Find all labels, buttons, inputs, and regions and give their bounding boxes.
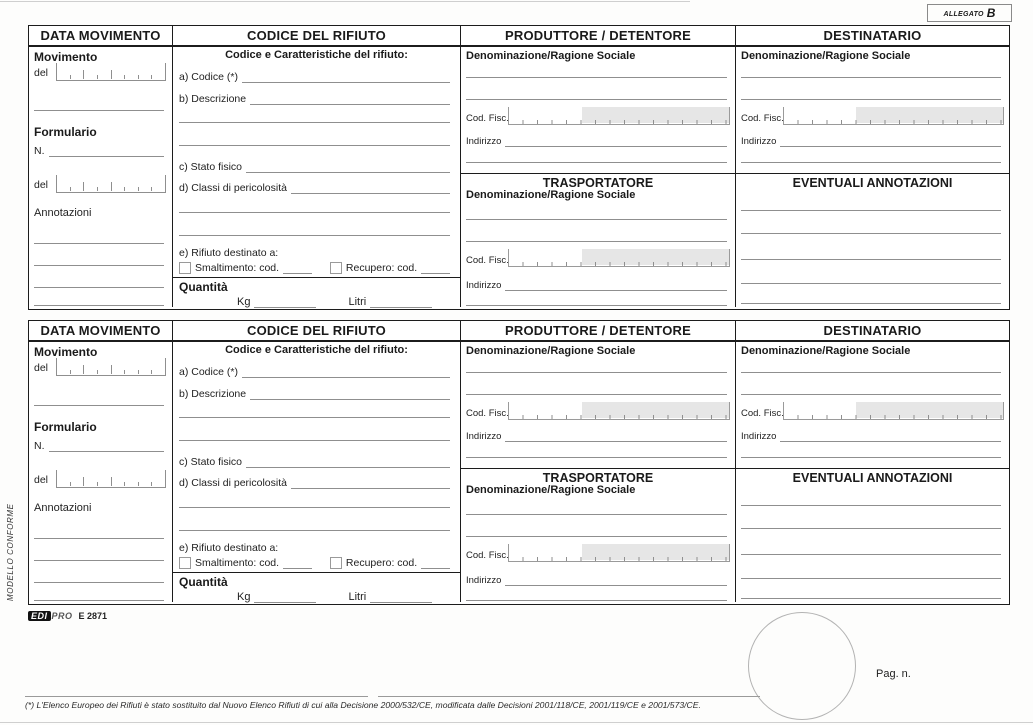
modello-conforme-label: MODELLO CONFORME [6, 503, 15, 601]
formulario-number-row [34, 438, 164, 452]
codice-subtitle: Codice e Caratteristiche del rifiuto: [225, 344, 408, 356]
trasportatore-indirizzo-label: Indirizzo [466, 280, 502, 291]
fill-line[interactable] [246, 159, 450, 173]
formulario-label: Formulario [34, 420, 97, 434]
allegato-letter: B [986, 6, 996, 20]
codice-d-label: d) Classi di pericolosità [179, 477, 287, 489]
movimento-label: Movimento [34, 50, 98, 64]
codice-e-label: e) Rifiuto destinato a: [179, 247, 279, 259]
footnote-overline-left [25, 696, 368, 697]
litri-label: Litri [348, 296, 367, 308]
header-data-movimento: DATA MOVIMENTO [29, 26, 173, 45]
record-body [29, 342, 1009, 602]
fill-line[interactable] [741, 372, 1001, 373]
produttore-codfisc-row [466, 107, 730, 125]
trasportatore-codfisc-box[interactable] [508, 544, 730, 562]
fill-line[interactable] [49, 438, 165, 452]
fill-line[interactable] [250, 386, 450, 400]
scan-edge-bottom [0, 722, 1033, 723]
col-produttore-trasportatore [461, 47, 736, 307]
produttore-codfisc-box[interactable] [508, 402, 730, 420]
codice-a-label: a) Codice (*) [179, 71, 238, 83]
record-blocks [28, 25, 1010, 615]
column-headers [29, 26, 1009, 47]
trasportatore-codfisc-label: Cod. Fisc. [466, 550, 509, 561]
quantita-label: Quantità [179, 280, 228, 294]
produttore-denominazione-label: Denominazione/Ragione Sociale [466, 345, 636, 357]
fill-line[interactable] [741, 528, 1001, 529]
codice-b-label: b) Descrizione [179, 93, 247, 105]
classi-pericolosita-row [179, 180, 450, 194]
produttore-indirizzo-label: Indirizzo [466, 136, 502, 147]
formulario-number-row [34, 143, 164, 157]
codfisc-ticks [509, 120, 729, 124]
smaltimento-checkbox[interactable] [179, 557, 191, 569]
fill-line[interactable] [741, 554, 1001, 555]
fill-line[interactable] [466, 600, 727, 601]
codice-d-label: d) Classi di pericolosità [179, 182, 287, 194]
fill-line[interactable] [179, 440, 450, 441]
formulario-date-box[interactable] [56, 175, 166, 193]
trasportatore-denominazione-label: Denominazione/Ragione Sociale [466, 484, 636, 496]
fill-line[interactable] [741, 210, 1001, 211]
fill-line[interactable] [179, 507, 450, 508]
formulario-label: Formulario [34, 125, 97, 139]
fill-line[interactable] [250, 91, 450, 105]
produttore-indirizzo-row [466, 133, 727, 147]
recupero-checkbox[interactable] [330, 557, 342, 569]
quantita-separator [173, 572, 460, 573]
fill-line[interactable] [49, 143, 165, 157]
eventuali-annotazioni-header: EVENTUALI ANNOTAZIONI [792, 176, 953, 190]
destinatario-indirizzo-label: Indirizzo [741, 431, 777, 442]
codice-e-label: e) Rifiuto destinato a: [179, 542, 279, 554]
trasportatore-codfisc-row [466, 544, 730, 562]
fill-line[interactable] [254, 294, 316, 308]
fill-line[interactable] [466, 372, 727, 373]
fill-line[interactable] [741, 162, 1001, 163]
destinatario-codfisc-row [741, 107, 1004, 125]
fill-line[interactable] [466, 457, 727, 458]
movimento-date-row [34, 358, 166, 376]
trasportatore-denominazione-label: Denominazione/Ragione Sociale [466, 189, 636, 201]
quantita-separator [173, 277, 460, 278]
destinatario-denominazione-label: Denominazione/Ragione Sociale [741, 345, 911, 357]
fill-line[interactable] [34, 110, 164, 111]
movimento-label: Movimento [34, 345, 98, 359]
fill-line[interactable] [34, 405, 164, 406]
scan-edge-top [0, 1, 690, 2]
trasportatore-codfisc-row [466, 249, 730, 267]
fill-line[interactable] [179, 145, 450, 146]
smaltimento-label: Smaltimento: cod. [195, 557, 280, 569]
fill-line[interactable] [741, 99, 1001, 100]
fill-line[interactable] [466, 536, 727, 537]
fill-line[interactable] [179, 417, 450, 418]
fill-line[interactable] [466, 162, 727, 163]
header-destinatario: DESTINATARIO [823, 323, 922, 338]
recupero-label: Recupero: cod. [345, 557, 418, 569]
fill-line[interactable] [370, 294, 432, 308]
quantita-label: Quantità [179, 575, 228, 589]
fill-line[interactable] [741, 505, 1001, 506]
del-label: del [34, 474, 49, 486]
formulario-date-row [34, 470, 166, 488]
trasportatore-codfisc-box[interactable] [508, 249, 730, 267]
col-data-movimento [29, 47, 173, 307]
trasportatore-header: TRASPORTATORE [542, 471, 654, 485]
quantita-values-row [237, 293, 436, 308]
fill-line[interactable] [466, 394, 727, 395]
fill-line[interactable] [34, 582, 164, 583]
produttore-indirizzo-row [466, 428, 727, 442]
del-label: del [34, 362, 49, 374]
fill-line[interactable] [34, 305, 164, 306]
footnote-overline-right [378, 696, 760, 697]
movement-record-block [28, 320, 1010, 605]
stato-fisico-row [179, 454, 450, 468]
fill-line[interactable] [421, 260, 450, 274]
fill-line[interactable] [741, 457, 1001, 458]
publisher-brand-black: EDI [28, 611, 51, 621]
produttore-codfisc-label: Cod. Fisc. [466, 113, 509, 124]
annotazioni-separator [736, 173, 1009, 174]
eventuali-annotazioni-header: EVENTUALI ANNOTAZIONI [792, 471, 953, 485]
trasportatore-header: TRASPORTATORE [542, 176, 654, 190]
record-body [29, 47, 1009, 307]
n-label: N. [34, 440, 45, 452]
stato-fisico-row [179, 159, 450, 173]
fill-line[interactable] [421, 555, 450, 569]
fill-line[interactable] [34, 287, 164, 288]
destinatario-codfisc-label: Cod. Fisc. [741, 113, 784, 124]
codfisc-ticks [509, 415, 729, 419]
fill-line[interactable] [179, 530, 450, 531]
codfisc-ticks [509, 262, 729, 266]
fill-line[interactable] [505, 277, 727, 291]
fill-line[interactable] [741, 598, 1001, 599]
fill-line[interactable] [34, 538, 164, 539]
fill-line[interactable] [179, 122, 450, 123]
fill-line[interactable] [505, 572, 727, 586]
litri-label: Litri [348, 591, 367, 603]
fill-line[interactable] [741, 283, 1001, 284]
trasportatore-indirizzo-row [466, 277, 727, 291]
column-headers [29, 321, 1009, 342]
codice-subtitle: Codice e Caratteristiche del rifiuto: [225, 49, 408, 61]
destinatario-codfisc-row [741, 402, 1004, 420]
codfisc-ticks [784, 415, 1003, 419]
fill-line[interactable] [741, 77, 1001, 78]
destinatario-indirizzo-row [741, 428, 1001, 442]
trasportatore-indirizzo-label: Indirizzo [466, 575, 502, 586]
fill-line[interactable] [370, 589, 432, 603]
destinatario-denominazione-label: Denominazione/Ragione Sociale [741, 50, 911, 62]
produttore-denominazione-label: Denominazione/Ragione Sociale [466, 50, 636, 62]
produttore-indirizzo-label: Indirizzo [466, 431, 502, 442]
codice-row [179, 69, 450, 83]
publisher-brand-italic: PRO [51, 611, 73, 621]
formulario-date-box[interactable] [56, 470, 166, 488]
produttore-codfisc-box[interactable] [508, 107, 730, 125]
codice-b-label: b) Descrizione [179, 388, 247, 400]
fill-line[interactable] [466, 305, 727, 306]
col-destinatario-annotazioni [736, 342, 1009, 602]
annotazioni-label: Annotazioni [34, 207, 92, 219]
codice-row [179, 364, 450, 378]
descrizione-row [179, 386, 450, 400]
smaltimento-checkbox[interactable] [179, 262, 191, 274]
col-destinatario-annotazioni [736, 47, 1009, 307]
destinazione-row [179, 260, 450, 274]
movimento-date-box[interactable] [56, 63, 166, 81]
movimento-date-box[interactable] [56, 358, 166, 376]
fill-line[interactable] [780, 133, 1001, 147]
fill-line[interactable] [254, 589, 316, 603]
trasportatore-indirizzo-row [466, 572, 727, 586]
codfisc-ticks [784, 120, 1003, 124]
fill-line[interactable] [466, 99, 727, 100]
kg-label: Kg [237, 296, 251, 308]
movimento-date-row [34, 63, 166, 81]
header-codice-rifiuto: CODICE DEL RIFIUTO [173, 26, 461, 45]
fill-line[interactable] [741, 303, 1001, 304]
fill-line[interactable] [741, 233, 1001, 234]
destinatario-codfisc-label: Cod. Fisc. [741, 408, 784, 419]
destinatario-indirizzo-label: Indirizzo [741, 136, 777, 147]
codice-a-label: a) Codice (*) [179, 366, 238, 378]
publisher-logo [28, 611, 107, 621]
header-produttore: PRODUTTORE / DETENTORE [461, 26, 736, 45]
smaltimento-label: Smaltimento: cod. [195, 262, 280, 274]
codice-c-label: c) Stato fisico [179, 456, 243, 468]
destinatario-indirizzo-row [741, 133, 1001, 147]
col-codice-rifiuto [173, 47, 461, 307]
header-codice-rifiuto: CODICE DEL RIFIUTO [173, 321, 461, 340]
codice-c-label: c) Stato fisico [179, 161, 243, 173]
fill-line[interactable] [780, 428, 1001, 442]
fill-line[interactable] [283, 555, 312, 569]
col-codice-rifiuto [173, 342, 461, 602]
col-produttore-trasportatore [461, 342, 736, 602]
header-destinatario: DESTINATARIO [823, 28, 922, 43]
fill-line[interactable] [505, 428, 727, 442]
col-data-movimento [29, 342, 173, 602]
fill-line[interactable] [242, 69, 450, 83]
destinazione-row [179, 555, 450, 569]
trasportatore-codfisc-label: Cod. Fisc. [466, 255, 509, 266]
annotazioni-separator [736, 468, 1009, 469]
trasportatore-separator [461, 468, 735, 469]
annotazioni-label: Annotazioni [34, 502, 92, 514]
descrizione-row [179, 91, 450, 105]
fill-line[interactable] [741, 394, 1001, 395]
fill-line[interactable] [291, 180, 450, 194]
codfisc-ticks [509, 557, 729, 561]
produttore-codfisc-label: Cod. Fisc. [466, 408, 509, 419]
fill-line[interactable] [34, 560, 164, 561]
fill-line[interactable] [741, 259, 1001, 260]
formulario-date-row [34, 175, 166, 193]
fill-line[interactable] [179, 235, 450, 236]
allegato-badge [927, 4, 1012, 22]
fill-line[interactable] [466, 241, 727, 242]
classi-pericolosita-row [179, 475, 450, 489]
del-label: del [34, 67, 49, 79]
fill-line[interactable] [179, 212, 450, 213]
fill-line[interactable] [505, 133, 727, 147]
fill-line[interactable] [246, 454, 450, 468]
fill-line[interactable] [34, 600, 164, 601]
fill-line[interactable] [242, 364, 450, 378]
fill-line[interactable] [283, 260, 312, 274]
n-label: N. [34, 145, 45, 157]
quantita-values-row [237, 588, 436, 603]
page-number-label: Pag. n. [876, 668, 911, 680]
header-data-movimento: DATA MOVIMENTO [29, 321, 173, 340]
produttore-codfisc-row [466, 402, 730, 420]
fill-line[interactable] [466, 514, 727, 515]
footnote-text: (*) L'Elenco Europeo dei Rifiuti è stato sostituito dal Nuovo Elenco Rifiuti di cui alla Decisione 2000/532/CE, modificata dalle Decisioni 2001/118/CE, 2001/119/CE e 2001/573/CE. [25, 700, 701, 710]
recupero-label: Recupero: cod. [345, 262, 418, 274]
destinatario-codfisc-box[interactable] [783, 107, 1004, 125]
fill-line[interactable] [466, 77, 727, 78]
fill-line[interactable] [741, 578, 1001, 579]
publisher-code: E 2871 [78, 611, 108, 621]
fill-line[interactable] [291, 475, 450, 489]
fill-line[interactable] [34, 265, 164, 266]
stamp-circle [748, 612, 856, 720]
header-produttore: PRODUTTORE / DETENTORE [461, 321, 736, 340]
recupero-checkbox[interactable] [330, 262, 342, 274]
fill-line[interactable] [34, 243, 164, 244]
trasportatore-separator [461, 173, 735, 174]
fill-line[interactable] [466, 219, 727, 220]
allegato-label: allegato [943, 7, 984, 19]
movement-record-block [28, 25, 1010, 310]
destinatario-codfisc-box[interactable] [783, 402, 1004, 420]
del-label: del [34, 179, 49, 191]
kg-label: Kg [237, 591, 251, 603]
